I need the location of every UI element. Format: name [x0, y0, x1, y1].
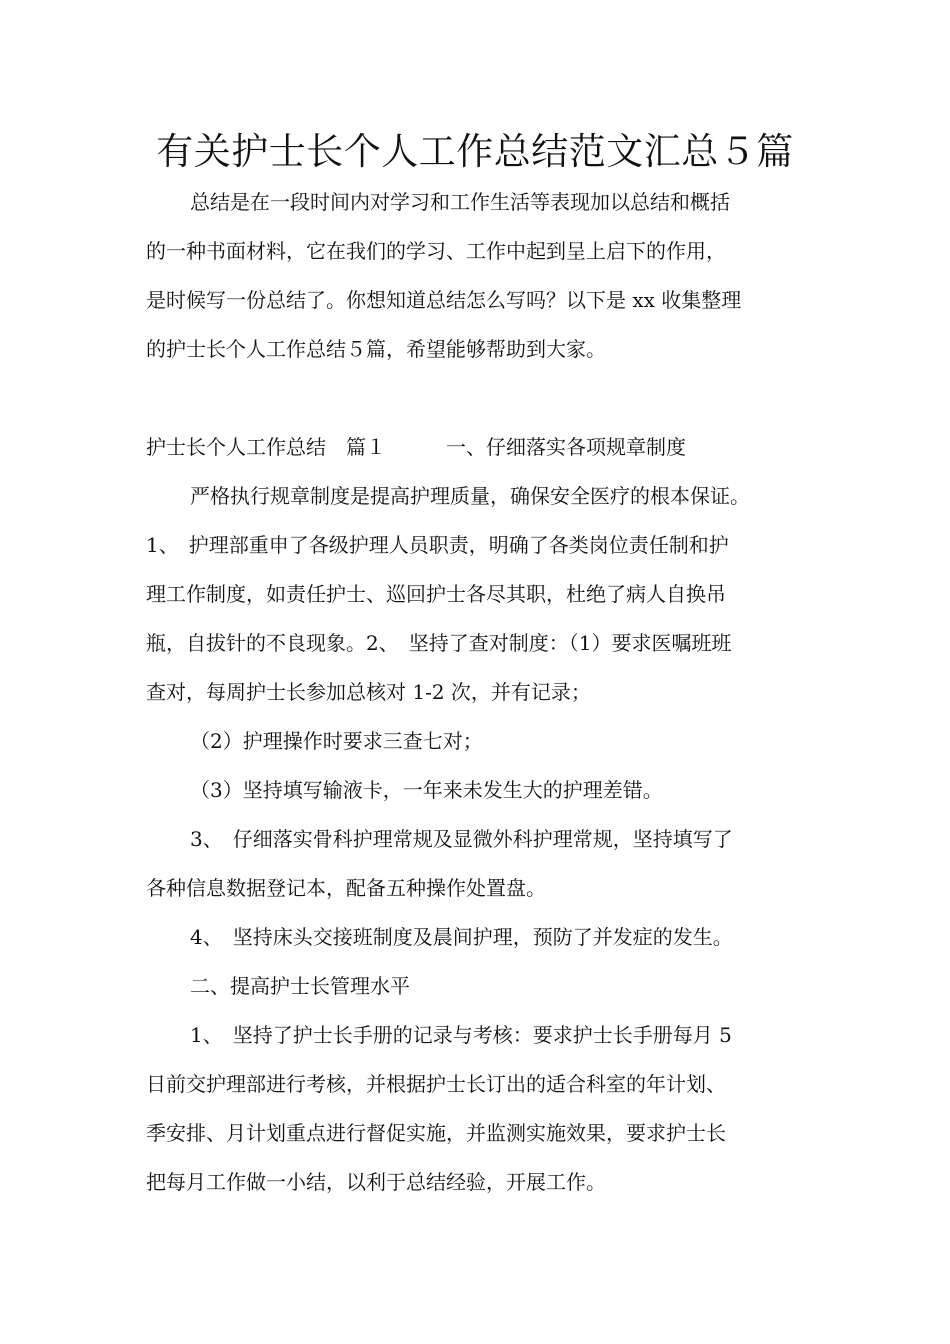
body-line: 季安排、月计划重点进行督促实施，并监测实施效果，要求护士长 — [146, 1121, 726, 1145]
body-line: 是时候写一份总结了。你想知道总结怎么写吗？以下是 xx 收集整理 — [146, 288, 742, 312]
body-line: 日前交护理部进行考核，并根据护士长订出的适合科室的年计划、 — [146, 1072, 726, 1096]
body-line: 理工作制度，如责任护士、巡回护士各尽其职，杜绝了病人自换吊 — [146, 582, 726, 606]
document-title: 有关护士长个人工作总结范文汇总５篇 — [156, 130, 794, 173]
body-line: 3、 仔细落实骨科护理常规及显微外科护理常规，坚持填写了 — [190, 827, 733, 851]
blank-line — [146, 374, 836, 423]
body-line: 的护士长个人工作总结５篇，希望能够帮助到大家。 — [146, 337, 606, 361]
body-line: 4、 坚持床头交接班制度及晨间护理，预防了并发症的发生。 — [190, 925, 733, 949]
body-line: 各种信息数据登记本，配备五种操作处置盘。 — [146, 876, 546, 900]
body-line: 的一种书面材料，它在我们的学习、工作中起到呈上启下的作用， — [146, 239, 726, 263]
body-line: 瓶，自拔针的不良现象。2、 坚持了查对制度：（1）要求医嘱班班 — [146, 631, 732, 655]
section-heading-line: 二、提高护士长管理水平 — [190, 974, 410, 998]
body-line: 1、 护理部重申了各级护理人员职责，明确了各类岗位责任制和护 — [146, 533, 729, 557]
body-line: （2）护理操作时要求三查七对； — [190, 729, 483, 753]
body-line: （3）坚持填写输液卡，一年来未发生大的护理差错。 — [190, 778, 663, 802]
document-body — [146, 178, 836, 1207]
section-heading-line: 护士长个人工作总结 篇１ 一、仔细落实各项规章制度 — [146, 435, 686, 459]
body-line: 查对，每周护士长参加总核对 1-2 次，并有记录； — [146, 680, 591, 704]
body-line: 把每月工作做一小结，以利于总结经验，开展工作。 — [146, 1170, 606, 1194]
body-line: 严格执行规章制度是提高护理质量，确保安全医疗的根本保证。 — [190, 484, 750, 508]
body-line: 总结是在一段时间内对学习和工作生活等表现加以总结和概括 — [190, 190, 730, 214]
body-line: 1、 坚持了护士长手册的记录与考核：要求护士长手册每月 5 — [190, 1023, 732, 1047]
